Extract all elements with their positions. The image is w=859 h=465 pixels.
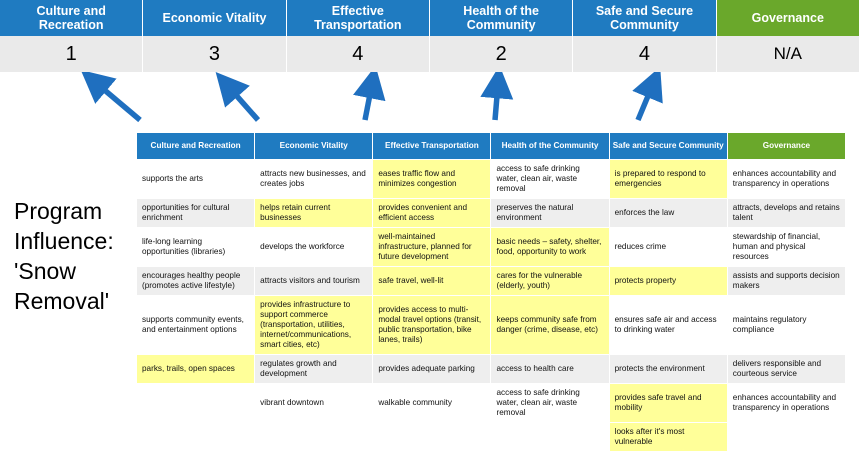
matrix-cell: ensures safe air and access to drinking water: [609, 296, 727, 355]
matrix-cell: access to safe drinking water, clean air, waste removal: [491, 384, 609, 423]
matrix-cell: opportunities for cultural enrichment: [137, 199, 255, 228]
matrix-cell: enforces the law: [609, 199, 727, 228]
scorecard-score-cell: N/A: [773, 44, 802, 63]
matrix-header-row: [137, 133, 846, 160]
program-influence-caption: Program Influence: 'Snow Removal': [14, 198, 114, 314]
arrow-economic-vitality: [228, 86, 258, 120]
matrix-cell-highlighted: safe travel, well-lit: [373, 267, 491, 296]
matrix-cell: access to safe drinking water, clean air, waste removal: [491, 160, 609, 199]
scorecard-header-cell: Health of the Community: [430, 0, 573, 36]
matrix-cell: [727, 423, 845, 452]
matrix-cell: [137, 384, 255, 423]
matrix-column-header: Culture and Recreation: [137, 133, 255, 160]
scorecard-score-cell: 1: [0, 36, 143, 72]
matrix-cell: reduces crime: [609, 228, 727, 267]
matrix-cell-highlighted: keeps community safe from danger (crime, disease, etc): [491, 296, 609, 355]
influence-arrows-group: [0, 72, 859, 134]
matrix-cell: [373, 423, 491, 452]
scorecard-score-cell: 2: [430, 36, 573, 72]
matrix-row: [137, 296, 846, 355]
matrix-column-header: Governance: [727, 133, 845, 160]
matrix-cell: assists and supports decision makers: [727, 267, 845, 296]
scorecard-header-cell: Effective Transportation: [287, 0, 430, 36]
matrix-cell: preserves the natural environment: [491, 199, 609, 228]
matrix-body: [137, 160, 846, 452]
matrix-cell: attracts new businesses, and creates jobs: [255, 160, 373, 199]
scorecard-score-cell: 3: [143, 36, 286, 72]
matrix-cell: delivers responsible and courteous service: [727, 355, 845, 384]
matrix-cell: stewardship of financial, human and physical resources: [727, 228, 845, 267]
scorecard-header-cell: Safe and Secure Community: [573, 0, 716, 36]
influence-matrix-table: [136, 132, 846, 452]
matrix-cell-highlighted: provides access to multi-modal travel options (transit, public transportation, bike lanes, trails): [373, 296, 491, 355]
scorecard-summary-band: [0, 0, 859, 72]
matrix-cell: supports the arts: [137, 160, 255, 199]
matrix-cell: vibrant downtown: [255, 384, 373, 423]
matrix-cell: maintains regulatory compliance: [727, 296, 845, 355]
scorecard-score-cell: 4: [287, 36, 430, 72]
matrix-cell: attracts visitors and tourism: [255, 267, 373, 296]
arrow-effective-transportation: [365, 84, 372, 120]
matrix-row: [137, 384, 846, 423]
matrix-column-header: Economic Vitality: [255, 133, 373, 160]
matrix-row: [137, 267, 846, 296]
matrix-cell-highlighted: eases traffic flow and minimizes congestion: [373, 160, 491, 199]
matrix-cell-highlighted: basic needs – safety, shelter, food, opportunity to work: [491, 228, 609, 267]
matrix-column-header: Safe and Secure Community: [609, 133, 727, 160]
matrix-cell-highlighted: well-maintained infrastructure, planned for future development: [373, 228, 491, 267]
matrix-cell: attracts, develops and retains talent: [727, 199, 845, 228]
matrix-cell: [137, 423, 255, 452]
matrix-cell-highlighted: parks, trails, open spaces: [137, 355, 255, 384]
arrow-health-community: [495, 84, 498, 120]
matrix-row: [137, 160, 846, 199]
matrix-cell-highlighted: looks after it's most vulnerable: [609, 423, 727, 452]
matrix-cell: [491, 423, 609, 452]
matrix-cell-highlighted: provides safe travel and mobility: [609, 384, 727, 423]
matrix-cell-highlighted: provides convenient and efficient access: [373, 199, 491, 228]
matrix-row: [137, 355, 846, 384]
arrow-culture-recreation: [95, 82, 140, 120]
scorecard-score-cell: 4: [573, 36, 716, 72]
scorecard-header-cell: Governance: [717, 0, 859, 36]
scorecard-header-row: [0, 0, 859, 36]
matrix-column-header: Effective Transportation: [373, 133, 491, 160]
matrix-row: [137, 228, 846, 267]
matrix-cell-highlighted: cares for the vulnerable (elderly, youth): [491, 267, 609, 296]
matrix-cell: enhances accountability and transparency in operations: [727, 384, 845, 423]
matrix-row: [137, 199, 846, 228]
matrix-cell: enhances accountability and transparency in operations: [727, 160, 845, 199]
matrix-cell: provides adequate parking: [373, 355, 491, 384]
matrix-cell-highlighted: helps retain current businesses: [255, 199, 373, 228]
matrix-cell: encourages healthy people (promotes active lifestyle): [137, 267, 255, 296]
matrix-cell: walkable community: [373, 384, 491, 423]
matrix-row: [137, 423, 846, 452]
matrix-cell-highlighted: protects property: [609, 267, 727, 296]
scorecard-header-cell: Economic Vitality: [143, 0, 286, 36]
scorecard-score-row: [0, 36, 859, 72]
matrix-cell: protects the environment: [609, 355, 727, 384]
arrow-safe-secure-community: [638, 84, 653, 120]
scorecard-header-cell: Culture and Recreation: [0, 0, 143, 36]
matrix-cell: supports community events, and entertainment options: [137, 296, 255, 355]
matrix-cell-highlighted: is prepared to respond to emergencies: [609, 160, 727, 199]
matrix-cell: develops the workforce: [255, 228, 373, 267]
matrix-cell: [255, 423, 373, 452]
matrix-cell: access to health care: [491, 355, 609, 384]
matrix-cell: regulates growth and development: [255, 355, 373, 384]
matrix-column-header: Health of the Community: [491, 133, 609, 160]
matrix-cell-highlighted: provides infrastructure to support commerce (transportation, utilities, internet/communications, smart cities, etc): [255, 296, 373, 355]
matrix-cell: life-long learning opportunities (libraries): [137, 228, 255, 267]
